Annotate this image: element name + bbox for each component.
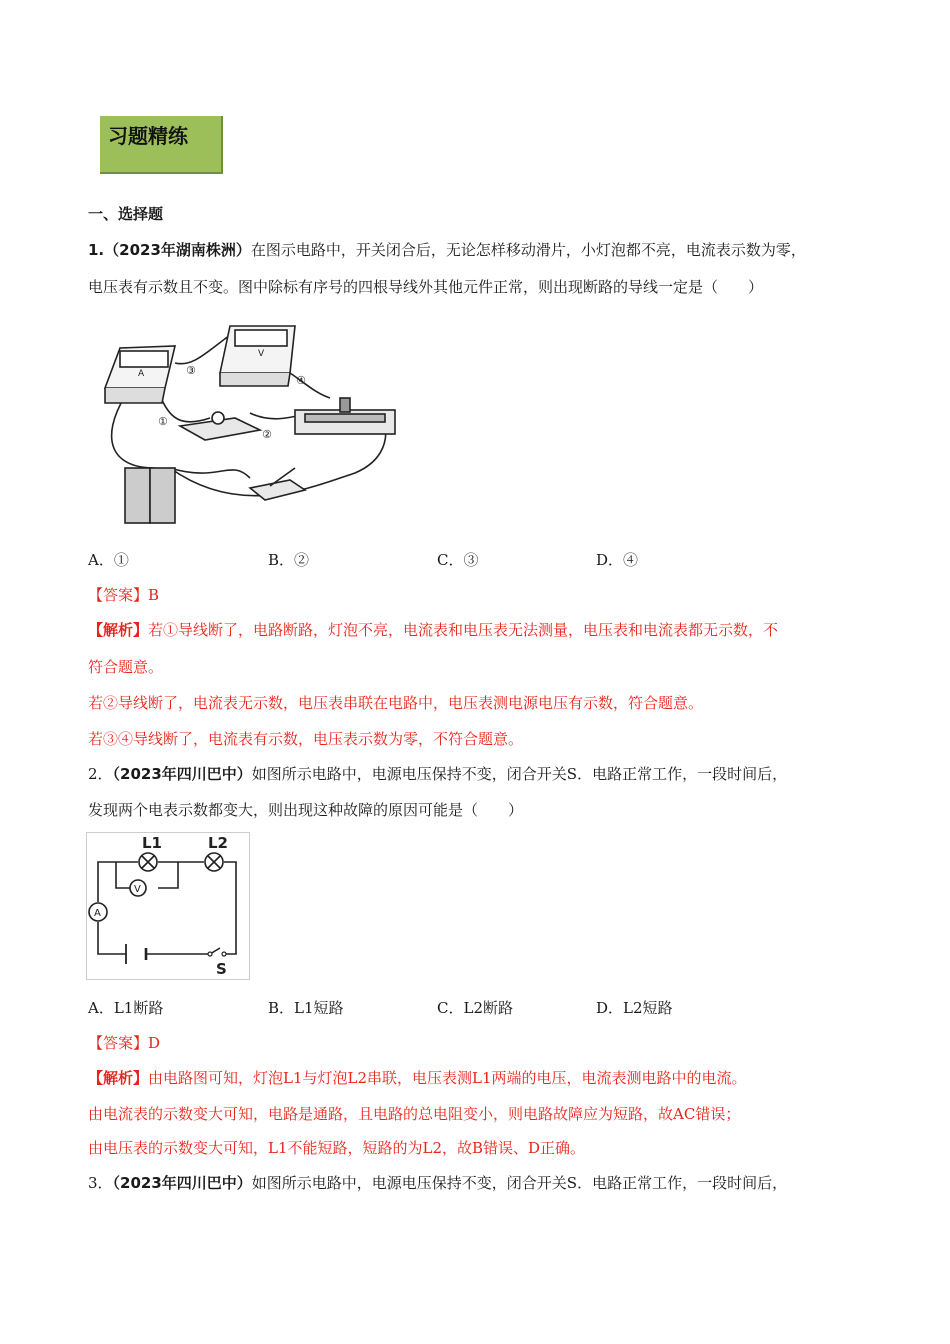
q1-analysis-label: 【解析】 [88,621,149,639]
q1-option-a: A．① [88,551,129,569]
q1-analysis1 [88,620,778,640]
q1-option-b: B．② [268,551,310,569]
q2-answer: 【答案】D [88,1034,161,1052]
q3-source: （2023年四川巴中） [112,1174,252,1192]
wire-label-1: ① [158,415,168,428]
q2-label-s: S [216,960,227,978]
q1-analysis1-text: 若①导线断了，电路断路，灯泡不亮，电流表和电压表无法测量，电压表和电流表都无示数，不 [148,621,779,639]
q1-analysis2: 符合题意。 [88,658,164,676]
section-title: 习题精练 [108,124,188,148]
q1-option-d: D．④ [596,551,639,569]
q1-text2: 电压表有示数且不变。图中除标有序号的四根导线外其他元件正常，则出现断路的导线一定是（ ） [88,278,764,296]
q2-option-b: B．L1短路 [268,999,344,1017]
q1-text1: 在图示电路中，开关闭合后，无论怎样移动滑片，小灯泡都不亮，电流表示数为零， [250,241,806,259]
q2-text2: 发现两个电表示数都变大，则出现这种故障的原因可能是（ ） [88,801,524,819]
switch [250,468,305,500]
q2-label-v: V [134,884,141,895]
q2-number: 2． [88,765,113,783]
battery [125,468,175,523]
q1-answer: 【答案】B [88,586,160,604]
q2-lamp-l2 [205,853,223,871]
lamp [180,412,260,440]
q2-label-a: A [94,908,101,919]
wire-label-3: ③ [186,364,196,377]
q2-lamp-l1 [139,853,157,871]
wire-label-2: ② [262,428,272,441]
q1-circuit-figure [100,318,405,530]
q2-analysis-label: 【解析】 [88,1069,149,1087]
q2-text1: 如图所示电路中，电源电压保持不变，闭合开关S．电路正常工作，一段时间后， [251,765,788,783]
heading-choice: 一、选择题 [88,205,164,223]
ammeter-label: A [138,369,145,379]
q2-label-l1: L1 [142,834,162,852]
q2-analysis1-text: 由电路图可知，灯泡L1与灯泡L2串联，电压表测L1两端的电压，电流表测电路中的电流。 [148,1069,747,1087]
q2-option-d: D．L2短路 [596,999,673,1017]
q2-option-a: A．L1断路 [88,999,164,1017]
rheostat [295,398,395,434]
q2-source: （2023年四川巴中） [112,765,252,783]
voltmeter-label: V [258,349,265,359]
wire-label-4: ④ [296,374,306,387]
q2-line1 [88,764,787,784]
q1-number: 1. [88,241,105,259]
q3-line1 [88,1173,787,1193]
q3-number: 3． [88,1174,113,1192]
q3-text1: 如图所示电路中，电源电压保持不变，闭合开关S．电路正常工作，一段时间后， [251,1174,788,1192]
q2-analysis1 [88,1068,747,1088]
q2-option-c: C．L2断路 [437,999,513,1017]
q2-analysis2: 由电流表的示数变大可知，电路是通路，且电路的总电阻变小，则电路故障应为短路，故AC错误； [88,1105,741,1123]
q1-option-c: C．③ [437,551,479,569]
q1-analysis3: 若②导线断了，电流表无示数，电压表串联在电路中，电压表测电源电压有示数，符合题意。 [88,694,704,712]
q2-label-l2: L2 [208,834,228,852]
q2-analysis3: 由电压表的示数变大可知，L1不能短路，短路的为L2，故B错误、D正确。 [88,1139,586,1157]
q1-line1 [88,240,806,260]
q1-source: （2023年湖南株洲） [104,241,251,259]
q2-circuit-figure [86,832,250,980]
q1-analysis4: 若③④导线断了，电流表有示数，电压表示数为零，不符合题意。 [88,730,524,748]
